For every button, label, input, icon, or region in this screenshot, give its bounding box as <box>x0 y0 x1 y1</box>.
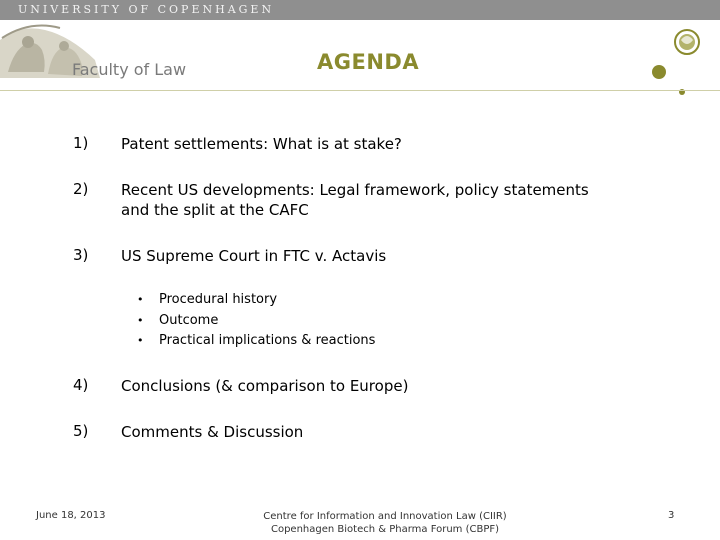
sub-item-list <box>137 290 375 352</box>
agenda-item-number: 2) <box>73 180 89 198</box>
sub-item-text: Procedural history <box>159 292 278 307</box>
sub-item-text: Outcome <box>159 312 219 328</box>
agenda-item-text: Patent settlements: What is at stake? <box>121 135 402 153</box>
agenda-item-number: 3) <box>73 246 89 264</box>
footer-org-line: Centre for Information and Innovation Law (CIIR) <box>263 511 507 522</box>
header-divider <box>0 90 720 91</box>
bullet-icon: • <box>137 313 144 327</box>
faculty-name: Faculty of Law <box>72 60 187 79</box>
bullet-icon: • <box>137 334 144 347</box>
list-item <box>137 290 375 311</box>
university-seal-icon <box>650 26 710 98</box>
agenda-item-number: 5) <box>73 422 89 440</box>
list-item <box>137 331 375 352</box>
footer-organization <box>230 510 540 536</box>
agenda-item-number: 4) <box>73 376 89 394</box>
agenda-item-text: US Supreme Court in FTC v. Actavis <box>121 247 387 265</box>
page-number: 3 <box>668 510 675 521</box>
bullet-icon: • <box>137 293 144 306</box>
university-banner <box>0 0 720 20</box>
list-item <box>137 311 375 332</box>
sub-item-text: Practical implications & reactions <box>159 333 376 348</box>
agenda-item-text: Recent US developments: Legal framework, policy statements and the split at the CAFC <box>121 181 589 219</box>
agenda-item-number: 1) <box>73 134 89 152</box>
agenda-item-text: Comments & Discussion <box>121 423 304 441</box>
agenda-item-text: Conclusions (& comparison to Europe) <box>121 377 409 395</box>
university-name: UNIVERSITY OF COPENHAGEN <box>18 3 275 16</box>
footer-date: June 18, 2013 <box>36 510 106 521</box>
page-title: AGENDA <box>317 50 420 74</box>
footer-org-line: Copenhagen Biotech & Pharma Forum (CBPF) <box>270 524 500 535</box>
